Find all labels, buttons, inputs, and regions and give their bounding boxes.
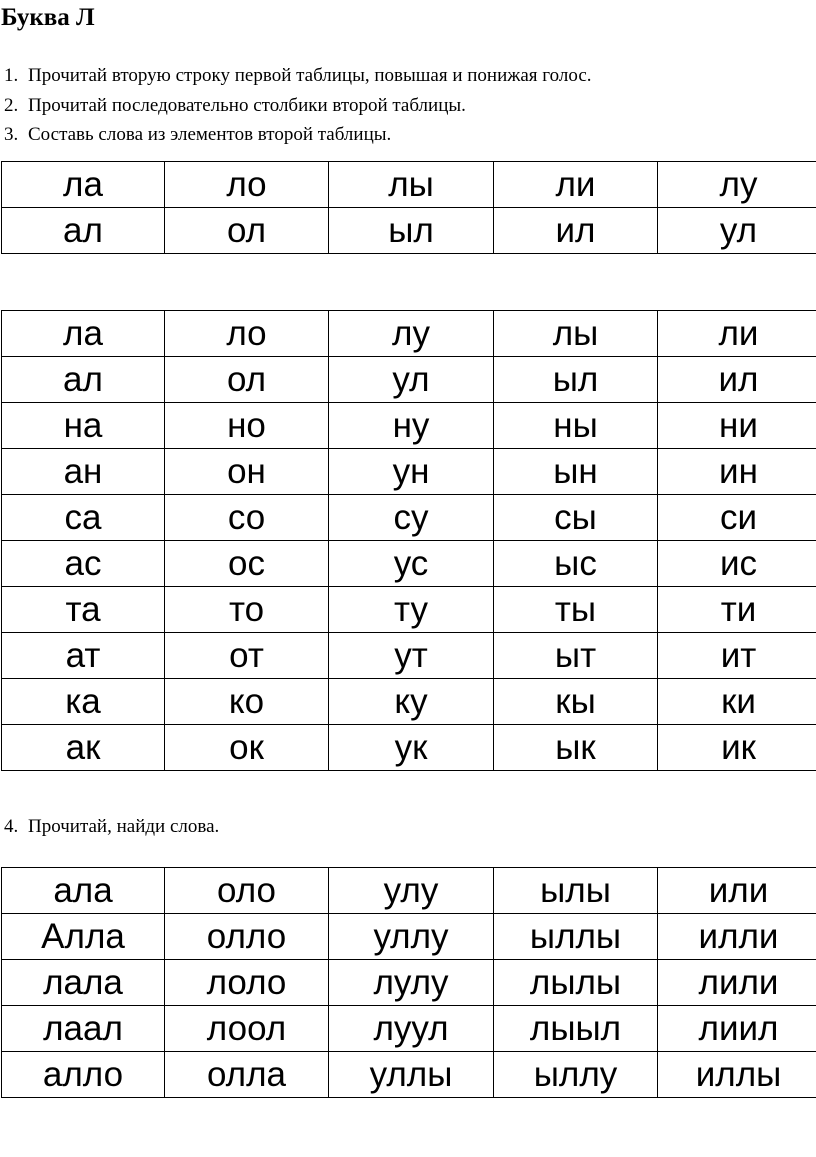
instruction-3 <box>4 123 391 147</box>
table-cell: лоол <box>165 1006 329 1052</box>
table-cell: иллы <box>658 1052 816 1098</box>
table-cell: ал <box>2 208 165 254</box>
table-cell: лу <box>329 311 494 357</box>
table-cell: лулу <box>329 960 494 1006</box>
table-row <box>2 679 816 725</box>
instruction-1 <box>4 64 592 88</box>
table-cell: ас <box>2 541 165 587</box>
instruction-number: 1. <box>4 65 19 86</box>
table-cell: он <box>165 449 329 495</box>
instruction-number: 4. <box>4 816 19 837</box>
table-cell: ло <box>165 311 329 357</box>
table-cell: ик <box>658 725 816 771</box>
table-cell: ун <box>329 449 494 495</box>
table-cell: луул <box>329 1006 494 1052</box>
table-cell: но <box>165 403 329 449</box>
table-cell: ак <box>2 725 165 771</box>
table-cell: от <box>165 633 329 679</box>
table-cell: ки <box>658 679 816 725</box>
table-cell: ат <box>2 633 165 679</box>
instruction-text: Прочитай последовательно столбики второй таблицы. <box>28 95 466 116</box>
table-cell: ылы <box>494 868 658 914</box>
table-cell: ла <box>2 311 165 357</box>
table-cell: лиил <box>658 1006 816 1052</box>
table-cell: ил <box>658 357 816 403</box>
instruction-number: 2. <box>4 95 19 116</box>
table-cell: ол <box>165 357 329 403</box>
table-cell: лаал <box>2 1006 165 1052</box>
table-cell: ыс <box>494 541 658 587</box>
table-cell: ин <box>658 449 816 495</box>
table-row <box>2 403 816 449</box>
table-cell: са <box>2 495 165 541</box>
instruction-number: 3. <box>4 124 19 145</box>
table-cell: уллы <box>329 1052 494 1098</box>
table-cell: ит <box>658 633 816 679</box>
table-row <box>2 162 816 208</box>
table-cell: ил <box>494 208 658 254</box>
table-cell: ык <box>494 725 658 771</box>
table-cell: лылы <box>494 960 658 1006</box>
table-row <box>2 449 816 495</box>
table-cell: ыллы <box>494 914 658 960</box>
table-row <box>2 311 816 357</box>
table-cell: ан <box>2 449 165 495</box>
word-table <box>1 867 816 1098</box>
table-row <box>2 1052 816 1098</box>
table-row <box>2 725 816 771</box>
table-cell: ти <box>658 587 816 633</box>
table-cell: ну <box>329 403 494 449</box>
table-cell: лу <box>658 162 816 208</box>
table-cell: илли <box>658 914 816 960</box>
table-cell: ук <box>329 725 494 771</box>
table-cell: ут <box>329 633 494 679</box>
table-cell: ку <box>329 679 494 725</box>
table-cell: или <box>658 868 816 914</box>
table-cell: ала <box>2 868 165 914</box>
table-cell: олла <box>165 1052 329 1098</box>
table-cell: Алла <box>2 914 165 960</box>
instruction-text: Прочитай, найди слова. <box>28 816 220 837</box>
table-cell: сы <box>494 495 658 541</box>
table-row <box>2 960 816 1006</box>
table-cell: ло <box>165 162 329 208</box>
table-cell: ту <box>329 587 494 633</box>
table-row <box>2 208 816 254</box>
table-row <box>2 1006 816 1052</box>
table-cell: со <box>165 495 329 541</box>
table-cell: ос <box>165 541 329 587</box>
table-row <box>2 541 816 587</box>
table-cell: ул <box>329 357 494 403</box>
table-cell: лили <box>658 960 816 1006</box>
table-cell: уллу <box>329 914 494 960</box>
table-row <box>2 587 816 633</box>
table-cell: ли <box>494 162 658 208</box>
syllable-table-2 <box>1 310 816 771</box>
table-cell: ла <box>2 162 165 208</box>
table-cell: ни <box>658 403 816 449</box>
table-row <box>2 914 816 960</box>
table-cell: ка <box>2 679 165 725</box>
table-cell: ул <box>658 208 816 254</box>
table-cell: лала <box>2 960 165 1006</box>
page-title: Буква Л <box>1 4 95 31</box>
table-cell: си <box>658 495 816 541</box>
table-row <box>2 868 816 914</box>
table-row <box>2 633 816 679</box>
table-cell: ок <box>165 725 329 771</box>
table-cell: су <box>329 495 494 541</box>
table-cell: оло <box>165 868 329 914</box>
table-cell: алло <box>2 1052 165 1098</box>
table-cell: кы <box>494 679 658 725</box>
table-cell: ол <box>165 208 329 254</box>
instruction-4 <box>4 815 219 839</box>
table-cell: улу <box>329 868 494 914</box>
table-cell: ны <box>494 403 658 449</box>
table-cell: лоло <box>165 960 329 1006</box>
table-cell: ус <box>329 541 494 587</box>
table-cell: ли <box>658 311 816 357</box>
table-row <box>2 495 816 541</box>
table-cell: ыллу <box>494 1052 658 1098</box>
table-cell: ис <box>658 541 816 587</box>
table-cell: лы <box>329 162 494 208</box>
table-row <box>2 357 816 403</box>
table-cell: на <box>2 403 165 449</box>
instruction-text: Составь слова из элементов второй таблицы. <box>28 124 392 145</box>
table-cell: ал <box>2 357 165 403</box>
table-cell: то <box>165 587 329 633</box>
table-cell: ты <box>494 587 658 633</box>
table-cell: ыт <box>494 633 658 679</box>
instruction-text: Прочитай вторую строку первой таблицы, повышая и понижая голос. <box>28 65 592 86</box>
table-cell: ко <box>165 679 329 725</box>
table-cell: олло <box>165 914 329 960</box>
table-cell: ыл <box>329 208 494 254</box>
table-cell: лыыл <box>494 1006 658 1052</box>
table-cell: ын <box>494 449 658 495</box>
table-cell: лы <box>494 311 658 357</box>
instruction-2 <box>4 94 466 118</box>
syllable-table-1 <box>1 161 816 254</box>
table-cell: та <box>2 587 165 633</box>
table-cell: ыл <box>494 357 658 403</box>
